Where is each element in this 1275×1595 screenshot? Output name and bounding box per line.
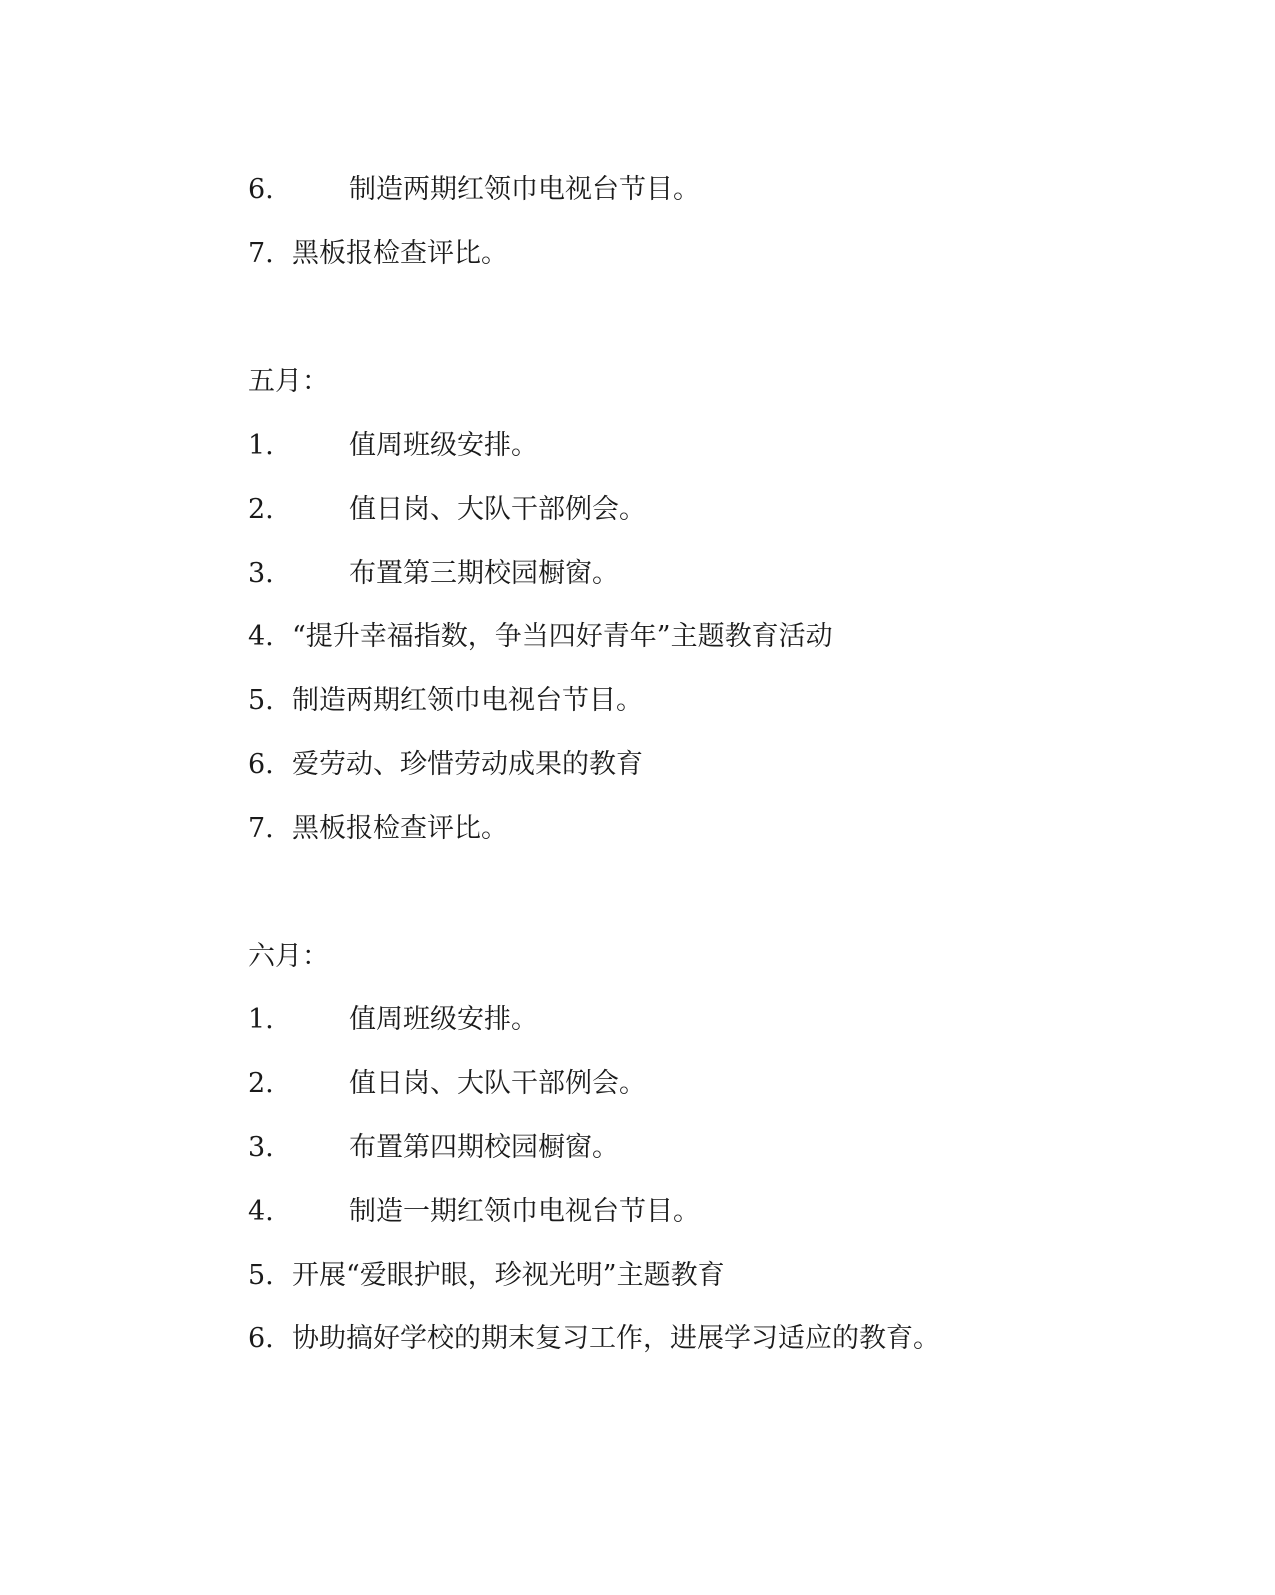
list-item xyxy=(248,1000,538,1040)
list-text: “提升幸福指数，争当四好青年”主题教育活动 xyxy=(292,621,833,652)
list-number: 7. xyxy=(248,238,274,269)
list-number: 5. xyxy=(248,685,274,716)
list-text: 制造两期红领巾电视台节目。 xyxy=(292,685,643,716)
list-number: 1. xyxy=(248,430,274,461)
list-text: 布置第四期校园橱窗。 xyxy=(349,1132,619,1163)
list-text: 开展“爱眼护眼，珍视光明”主题教育 xyxy=(292,1260,725,1291)
list-item xyxy=(248,1319,940,1359)
list-item xyxy=(248,809,508,849)
list-number: 5. xyxy=(248,1260,274,1291)
list-item xyxy=(248,1256,725,1296)
list-number: 2. xyxy=(248,1068,274,1099)
list-text: 黑板报检查评比。 xyxy=(292,813,508,844)
list-item xyxy=(248,490,646,530)
list-number: 4. xyxy=(248,1196,274,1227)
list-number: 3. xyxy=(248,1132,274,1163)
list-text: 值周班级安排。 xyxy=(349,1004,538,1035)
list-item xyxy=(248,234,508,274)
list-item xyxy=(248,745,643,785)
list-item xyxy=(248,681,643,721)
list-item xyxy=(248,426,538,466)
list-text: 爱劳动、珍惜劳动成果的教育 xyxy=(292,749,643,780)
list-text: 值日岗、大队干部例会。 xyxy=(349,1068,646,1099)
list-item xyxy=(248,554,619,594)
list-number: 4. xyxy=(248,621,274,652)
list-text: 布置第三期校园橱窗。 xyxy=(349,558,619,589)
list-number: 1. xyxy=(248,1004,274,1035)
list-number: 7. xyxy=(248,813,274,844)
list-item xyxy=(248,617,833,657)
list-item xyxy=(248,1128,619,1168)
list-text: 协助搞好学校的期末复习工作，进展学习适应的教育。 xyxy=(292,1323,940,1354)
list-text: 制造一期红领巾电视台节目。 xyxy=(349,1196,700,1227)
list-number: 2. xyxy=(248,494,274,525)
list-number: 6. xyxy=(248,174,274,205)
list-text: 值周班级安排。 xyxy=(349,430,538,461)
section-heading-may: 五月： xyxy=(248,366,329,397)
list-text: 黑板报检查评比。 xyxy=(292,238,508,269)
list-text: 制造两期红领巾电视台节目。 xyxy=(349,174,700,205)
list-item xyxy=(248,170,700,210)
list-number: 6. xyxy=(248,1323,274,1354)
section-heading-june: 六月： xyxy=(248,941,329,972)
list-item xyxy=(248,1192,700,1232)
list-text: 值日岗、大队干部例会。 xyxy=(349,494,646,525)
list-number: 3. xyxy=(248,558,274,589)
list-number: 6. xyxy=(248,749,274,780)
list-item xyxy=(248,1064,646,1104)
